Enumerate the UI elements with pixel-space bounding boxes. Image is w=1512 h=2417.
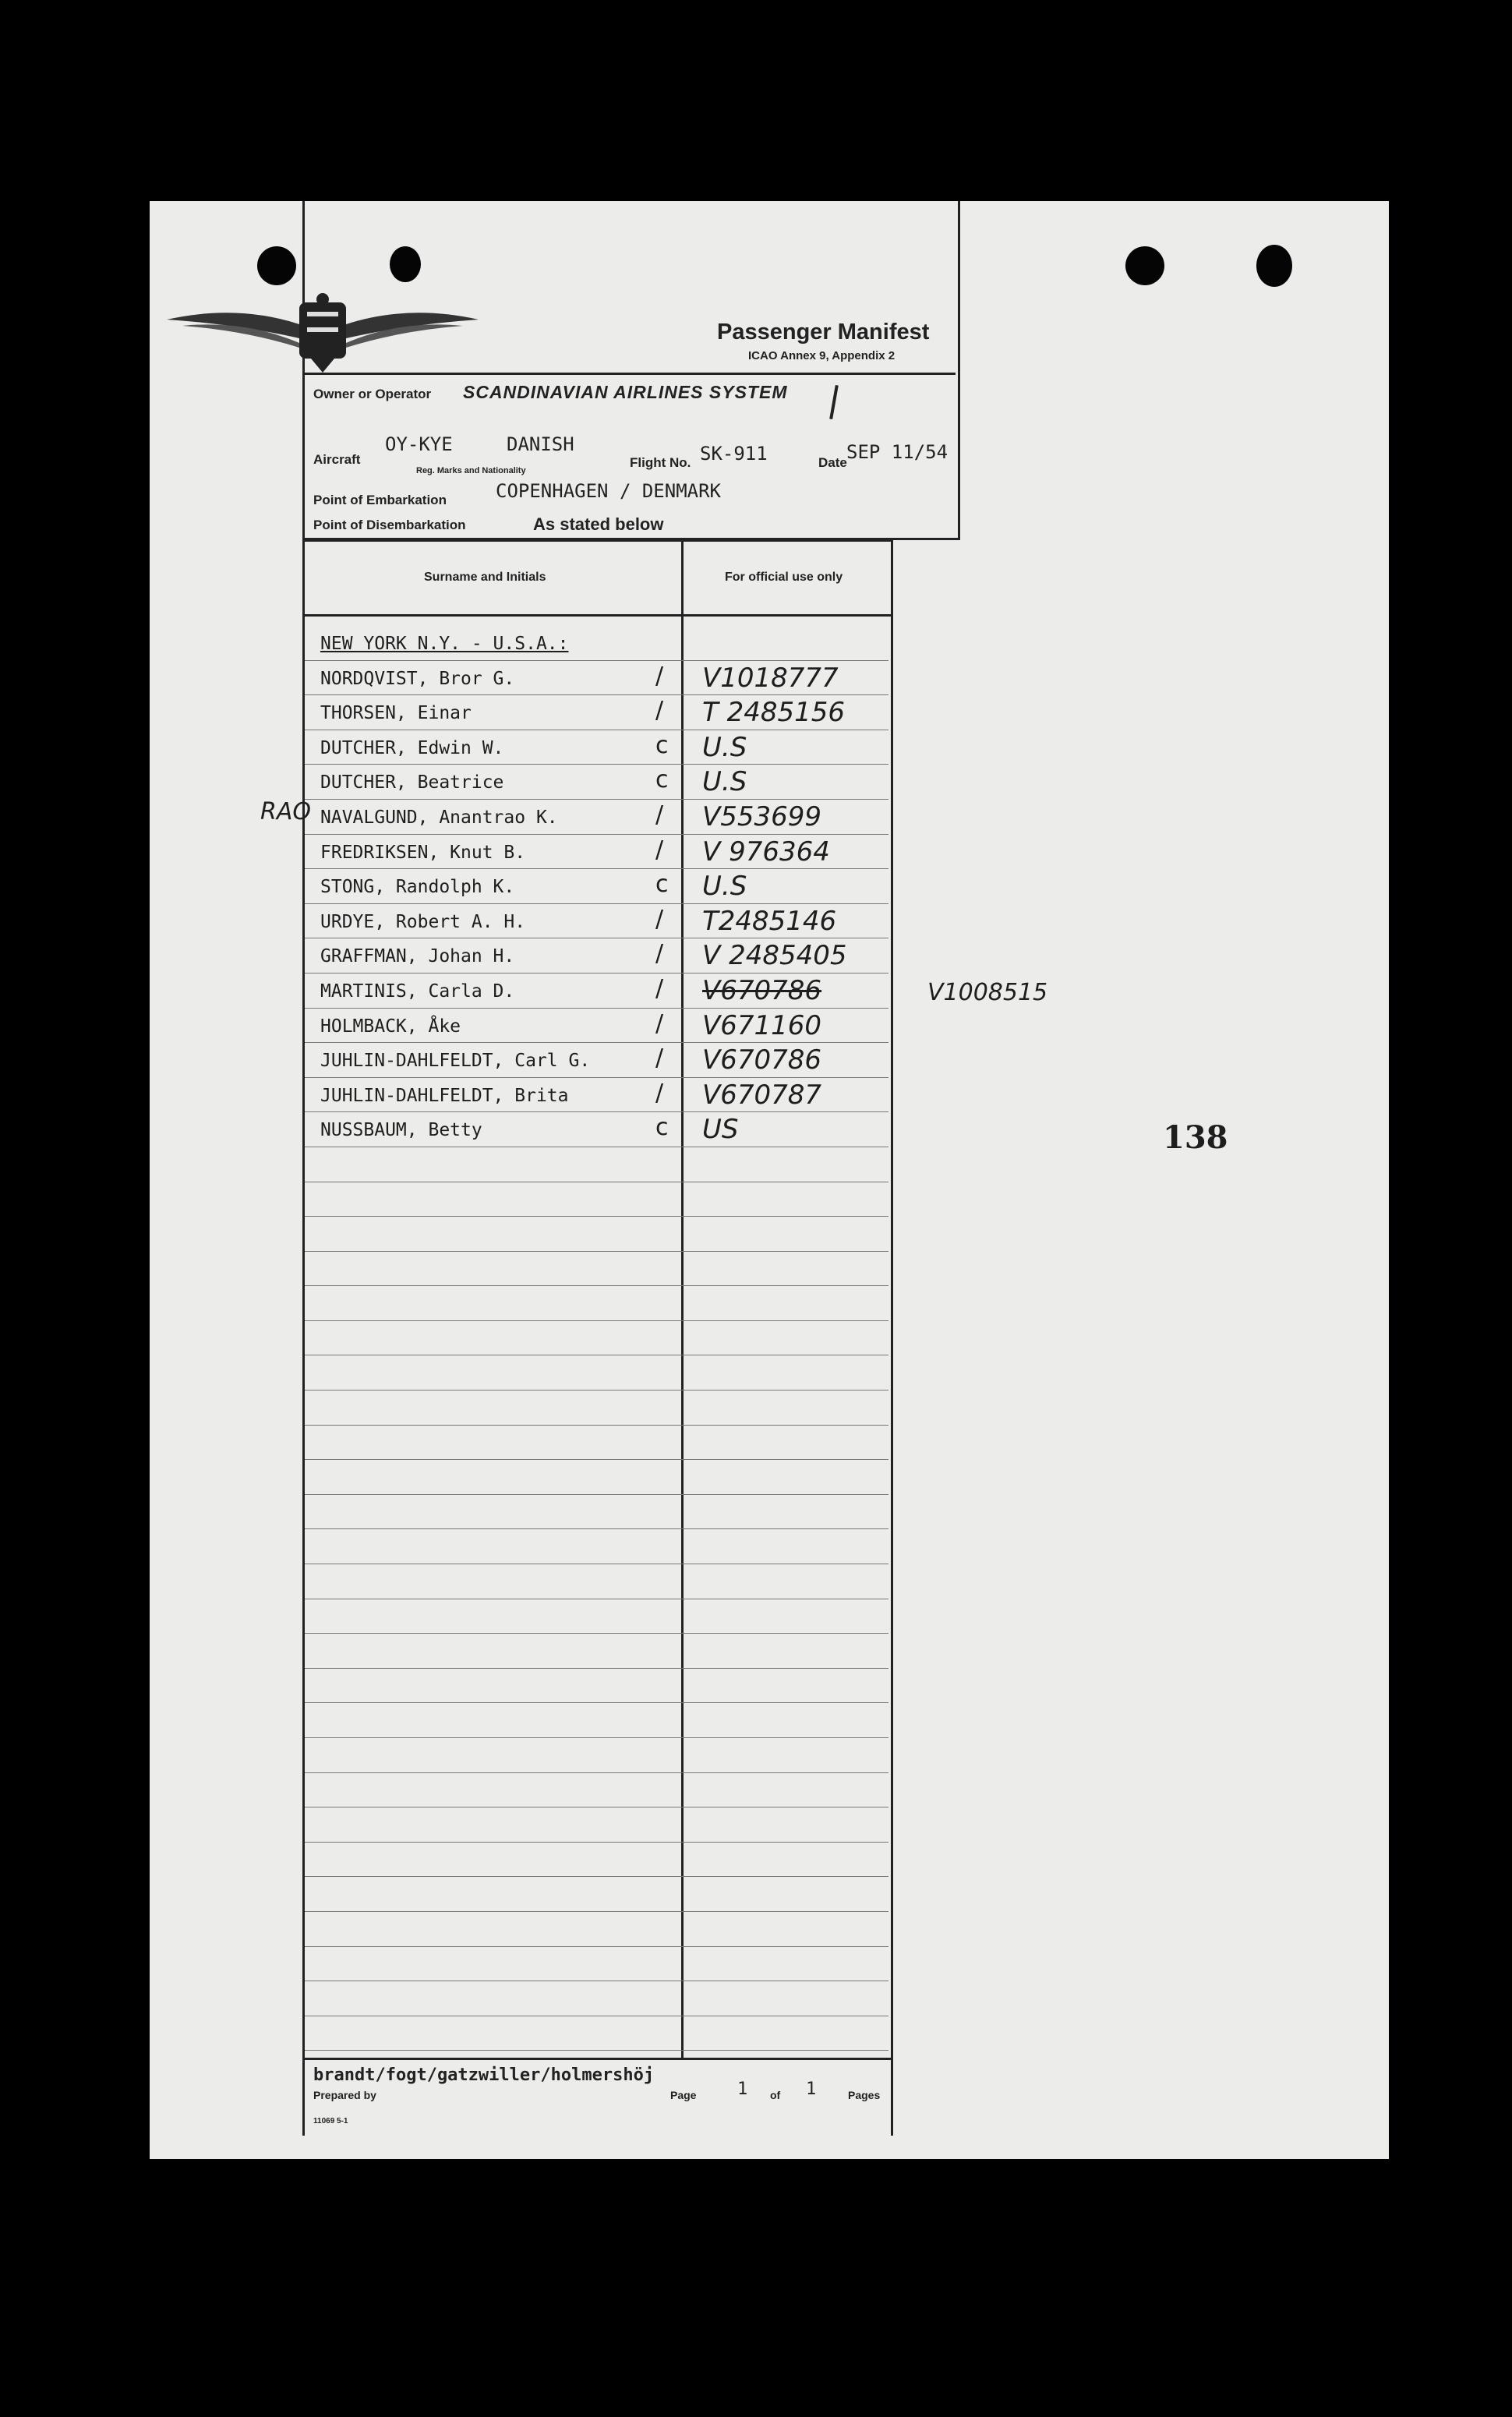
- date-value: SEP 11/54: [846, 441, 949, 463]
- table-row: [305, 2016, 888, 2051]
- passenger-rows: [305, 626, 888, 2051]
- passenger-name: URDYE, Robert A. H.: [320, 911, 526, 932]
- passport-number: T2485146: [702, 905, 837, 937]
- check-mark: /: [655, 697, 664, 725]
- check-mark: /: [655, 1079, 664, 1107]
- form-subtitle: ICAO Annex 9, Appendix 2: [748, 349, 896, 362]
- table-row: [305, 1947, 888, 1982]
- aircraft-label: Aircraft: [313, 452, 361, 467]
- passport-number: V670786: [702, 1044, 822, 1076]
- check-mark: /: [655, 662, 664, 690]
- table-row: [305, 904, 888, 939]
- check-mark: /: [655, 800, 664, 829]
- passport-number: V553699: [702, 800, 822, 832]
- check-mark: /: [655, 940, 664, 968]
- passenger-name: THORSEN, Einar: [320, 703, 472, 724]
- table-row: [305, 1009, 888, 1044]
- table-row: [305, 765, 888, 800]
- owner-value: SCANDINAVIAN AIRLINES SYSTEM: [463, 382, 788, 402]
- table-row: [305, 1807, 888, 1843]
- page-number: 138: [1163, 1119, 1228, 1156]
- table-row: [305, 1286, 888, 1321]
- table-row: [305, 974, 888, 1009]
- flight-value: SK-911: [700, 443, 768, 465]
- table-row: [305, 1843, 888, 1878]
- column-header-name: Surname and Initials: [424, 571, 546, 584]
- table-row: [305, 1390, 888, 1426]
- table-row: [305, 835, 888, 870]
- table-row: [305, 1355, 888, 1390]
- form-code: 11069 5-1: [313, 2117, 348, 2125]
- punch-hole: [257, 246, 296, 285]
- table-row: [305, 1773, 888, 1808]
- passenger-name: NAVALGUND, Anantrao K.: [320, 807, 558, 828]
- table-row: [305, 1529, 888, 1564]
- header-divider: [302, 373, 956, 375]
- form-title: Passenger Manifest: [717, 320, 930, 345]
- check-mark: c: [655, 871, 669, 899]
- table-row: [305, 1599, 888, 1634]
- passenger-name: DUTCHER, Edwin W.: [320, 737, 504, 758]
- table-row: [305, 1669, 888, 1704]
- disembarkation-label: Point of Disembarkation: [313, 518, 466, 532]
- handwritten-rao: RAO: [260, 798, 311, 825]
- table-row: [305, 1460, 888, 1495]
- punch-hole: [1256, 245, 1292, 287]
- passport-number: V670787: [702, 1079, 822, 1111]
- table-row: [305, 1182, 888, 1217]
- table-row: [305, 1634, 888, 1669]
- table-row: [305, 1147, 888, 1182]
- table-row: [305, 1426, 888, 1461]
- passenger-name: NUSSBAUM, Betty: [320, 1120, 482, 1141]
- table-row: [305, 1112, 888, 1147]
- check-mark: /: [655, 1044, 664, 1072]
- table-row: [305, 1877, 888, 1912]
- embarkation-label: Point of Embarkation: [313, 493, 447, 507]
- of-label: of: [770, 2089, 781, 2101]
- table-row: [305, 1321, 888, 1356]
- table-row: [305, 730, 888, 765]
- footer-divider: [302, 2058, 891, 2060]
- check-mark: /: [655, 1009, 664, 1037]
- check-mark: c: [655, 731, 669, 759]
- passport-number: U.S: [702, 766, 747, 798]
- passport-number: US: [702, 1114, 739, 1146]
- table-row: [305, 1078, 888, 1113]
- disembarkation-value: As stated below: [533, 514, 664, 534]
- table-row: [305, 695, 888, 730]
- passenger-name: JUHLIN-DAHLFELDT, Carl G.: [320, 1051, 591, 1072]
- punch-hole: [1125, 246, 1164, 285]
- page-label: Page: [670, 2089, 697, 2101]
- destination-heading: NEW YORK N.Y. - U.S.A.:: [320, 634, 569, 654]
- table-row: [305, 800, 888, 835]
- prepared-by-value: brandt/fogt/gatzwiller/holmershöj: [313, 2065, 655, 2085]
- aircraft-reg: OY-KYE: [385, 433, 453, 455]
- date-label: Date: [818, 455, 847, 470]
- total-pages-value: 1: [806, 2080, 817, 2099]
- embarkation-value: COPENHAGEN / DENMARK: [496, 480, 721, 502]
- check-mark: c: [655, 1114, 669, 1142]
- page-value: 1: [737, 2080, 748, 2099]
- table-row: [305, 1252, 888, 1287]
- passport-number: V 2485405: [702, 940, 847, 972]
- passenger-name: GRAFFMAN, Johan H.: [320, 946, 515, 967]
- table-row: [305, 1703, 888, 1738]
- check-mark: /: [655, 836, 664, 864]
- passenger-name: HOLMBACK, Åke: [320, 1016, 461, 1037]
- passenger-name: FREDRIKSEN, Knut B.: [320, 842, 526, 863]
- airline-logo: [159, 288, 486, 374]
- table-row: [305, 1043, 888, 1078]
- check-mark: c: [655, 766, 669, 794]
- table-row: [305, 1564, 888, 1599]
- passport-number-struck: V670786: [702, 974, 822, 1006]
- aircraft-nationality: DANISH: [507, 433, 574, 455]
- passport-number: V 976364: [702, 836, 830, 868]
- handwritten-replacement-passport: V1008515: [927, 979, 1048, 1006]
- passport-number: U.S: [702, 871, 747, 903]
- flight-label: Flight No.: [630, 455, 691, 470]
- passport-number: V671160: [702, 1009, 822, 1041]
- table-row: [305, 1495, 888, 1530]
- check-mark: /: [655, 905, 664, 933]
- prepared-by-label: Prepared by: [313, 2089, 376, 2101]
- table-row: [305, 1217, 888, 1252]
- column-header-official: For official use only: [725, 571, 843, 584]
- table-row: [305, 869, 888, 904]
- passport-number: V1018777: [702, 662, 839, 694]
- passenger-name: STONG, Randolph K.: [320, 877, 515, 898]
- table-row: [305, 1738, 888, 1773]
- check-mark: /: [655, 974, 664, 1002]
- owner-label: Owner or Operator: [313, 387, 432, 401]
- passport-number: U.S: [702, 731, 747, 763]
- passport-number: T 2485156: [702, 697, 845, 729]
- table-header-divider: [302, 614, 891, 617]
- passenger-name: JUHLIN-DAHLFELDT, Brita: [320, 1085, 569, 1106]
- passenger-name: MARTINIS, Carla D.: [320, 981, 515, 1002]
- table-row: [305, 938, 888, 974]
- aircraft-sublabel: Reg. Marks and Nationality: [416, 466, 526, 475]
- pages-label: Pages: [848, 2089, 881, 2101]
- passenger-name: DUTCHER, Beatrice: [320, 772, 504, 793]
- passenger-name: NORDQVIST, Bror G.: [320, 668, 515, 689]
- table-row: [305, 1981, 888, 2016]
- table-row: [305, 661, 888, 696]
- table-row: [305, 1912, 888, 1947]
- table-row: [305, 626, 888, 661]
